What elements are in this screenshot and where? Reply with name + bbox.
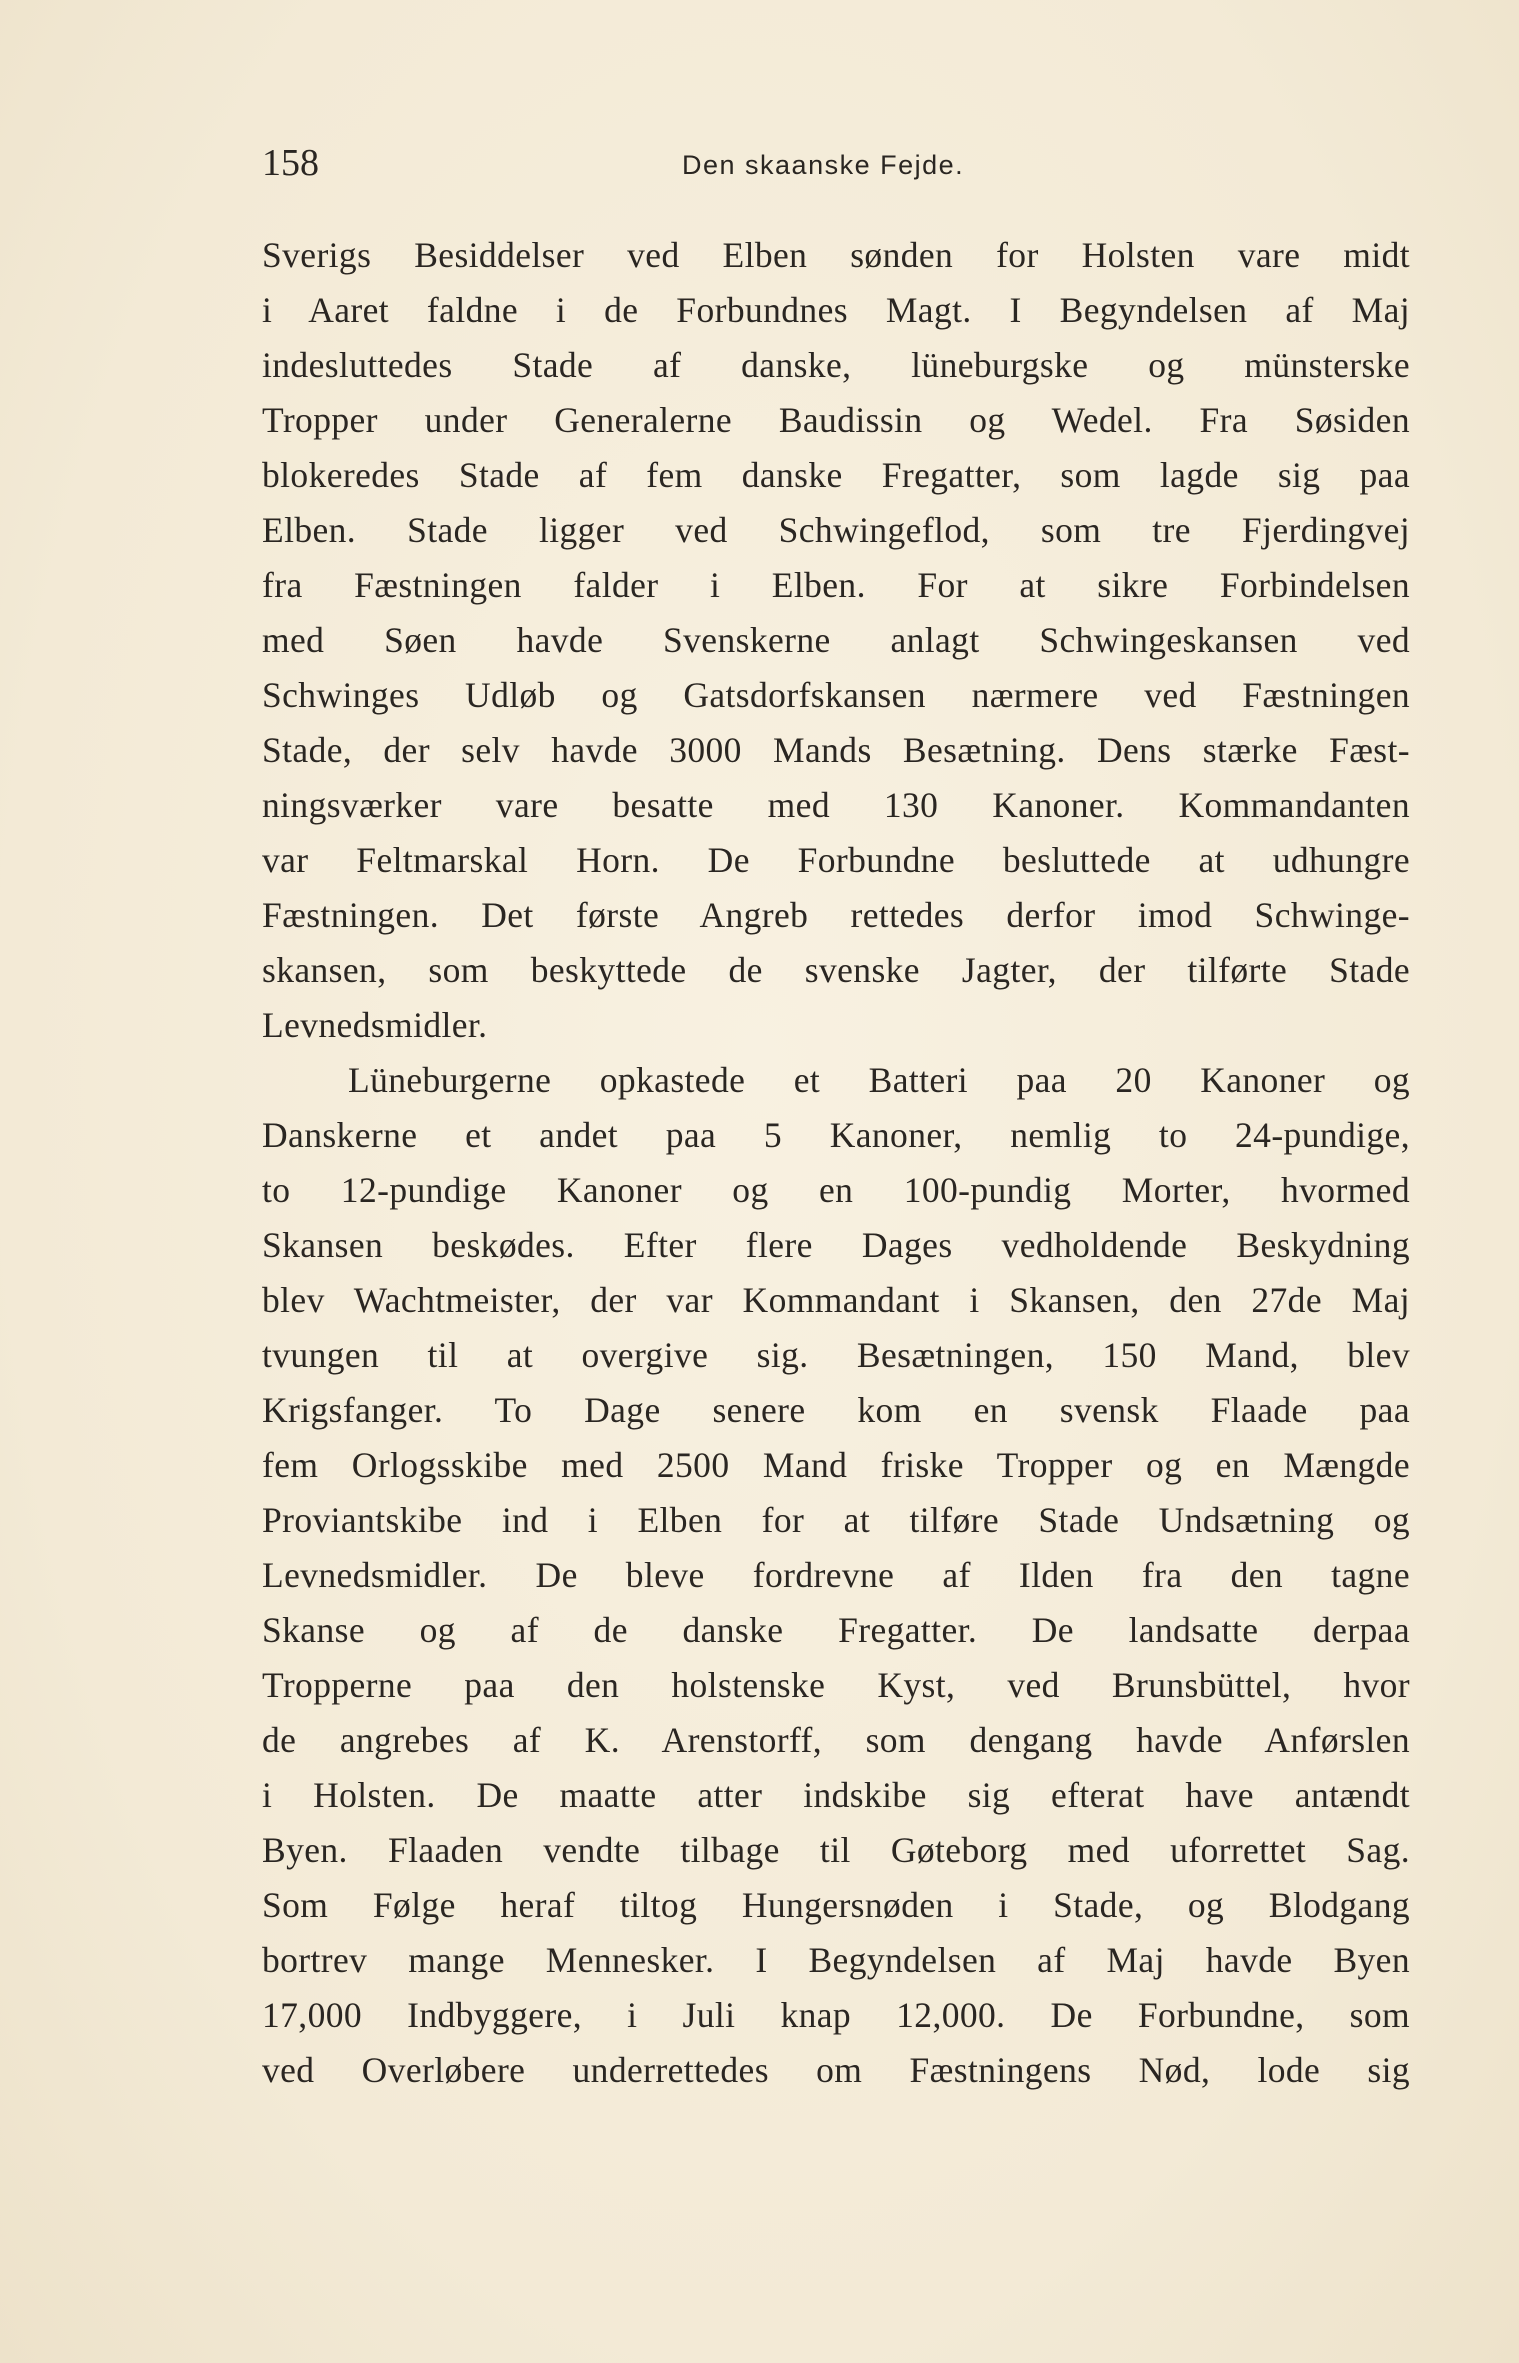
text-line: Sverigs Besiddelser ved Elben sønden for Holsten vare midt [262,235,1410,275]
text-line: Schwinges Udløb og Gatsdorfskansen nærmere ved Fæstningen [262,675,1410,715]
text-line: Levnedsmidler. De bleve fordrevne af Ilden fra den tagne [262,1555,1410,1595]
text-line: Danskerne et andet paa 5 Kanoner, nemlig to 24-pundige, [262,1115,1410,1155]
text-line: var Feltmarskal Horn. De Forbundne besluttede at udhungre [262,840,1410,880]
text-line: Stade, der selv havde 3000 Mands Besætning. Dens stærke Fæst- [262,730,1410,770]
page-header [262,138,1410,188]
running-title: Den skaanske Fejde. [682,150,965,180]
text-line: ningsværker vare besatte med 130 Kanoner. Kommandanten [262,785,1410,825]
text-line: Tropper under Generalerne Baudissin og Wedel. Fra Søsiden [262,400,1410,440]
text-line: de angrebes af K. Arenstorff, som dengang havde Anførslen [262,1720,1410,1760]
text-line: Fæstningen. Det første Angreb rettedes derfor imod Schwinge- [262,895,1410,935]
text-line: Elben. Stade ligger ved Schwingeflod, som tre Fjerdingvej [262,510,1410,550]
body-text [262,228,1410,2098]
text-line: fem Orlogsskibe med 2500 Mand friske Tropper og en Mængde [262,1445,1410,1485]
text-line: Krigsfanger. To Dage senere kom en svensk Flaade paa [262,1390,1410,1430]
text-line: 17,000 Indbyggere, i Juli knap 12,000. De Forbundne, som [262,1995,1410,2035]
text-line: skansen, som beskyttede de svenske Jagter, der tilførte Stade [262,950,1410,990]
text-line: Tropperne paa den holstenske Kyst, ved Brunsbüttel, hvor [262,1665,1410,1705]
text-line: i Aaret faldne i de Forbundnes Magt. I Begyndelsen af Maj [262,290,1410,330]
text-line: Proviantskibe ind i Elben for at tilføre Stade Undsætning og [262,1500,1410,1540]
text-line: tvungen til at overgive sig. Besætningen, 150 Mand, blev [262,1335,1410,1375]
text-line: blev Wachtmeister, der var Kommandant i Skansen, den 27de Maj [262,1280,1410,1320]
text-line: Byen. Flaaden vendte tilbage til Gøteborg med uforrettet Sag. [262,1830,1410,1870]
text-line: med Søen havde Svenskerne anlagt Schwingeskansen ved [262,620,1410,660]
text-line: Skansen beskødes. Efter flere Dages vedholdende Beskydning [262,1225,1410,1265]
text-line: indesluttedes Stade af danske, lüneburgske og münsterske [262,345,1410,385]
text-line: blokeredes Stade af fem danske Fregatter, som lagde sig paa [262,455,1410,495]
page-number: 158 [262,142,319,184]
text-line: Levnedsmidler. [262,1005,488,1045]
text-line: i Holsten. De maatte atter indskibe sig efterat have antændt [262,1775,1410,1815]
text-line: to 12-pundige Kanoner og en 100-pundig Morter, hvormed [262,1170,1410,1210]
text-line: Skanse og af de danske Fregatter. De landsatte derpaa [262,1610,1410,1650]
text-line: bortrev mange Mennesker. I Begyndelsen af Maj havde Byen [262,1940,1410,1980]
text-line: fra Fæstningen falder i Elben. For at sikre Forbindelsen [262,565,1410,605]
text-line: Lüneburgerne opkastede et Batteri paa 20 Kanoner og [348,1060,1410,1100]
text-line: ved Overløbere underrettedes om Fæstningens Nød, lode sig [262,2050,1410,2090]
text-line: Som Følge heraf tiltog Hungersnøden i Stade, og Blodgang [262,1885,1410,1925]
